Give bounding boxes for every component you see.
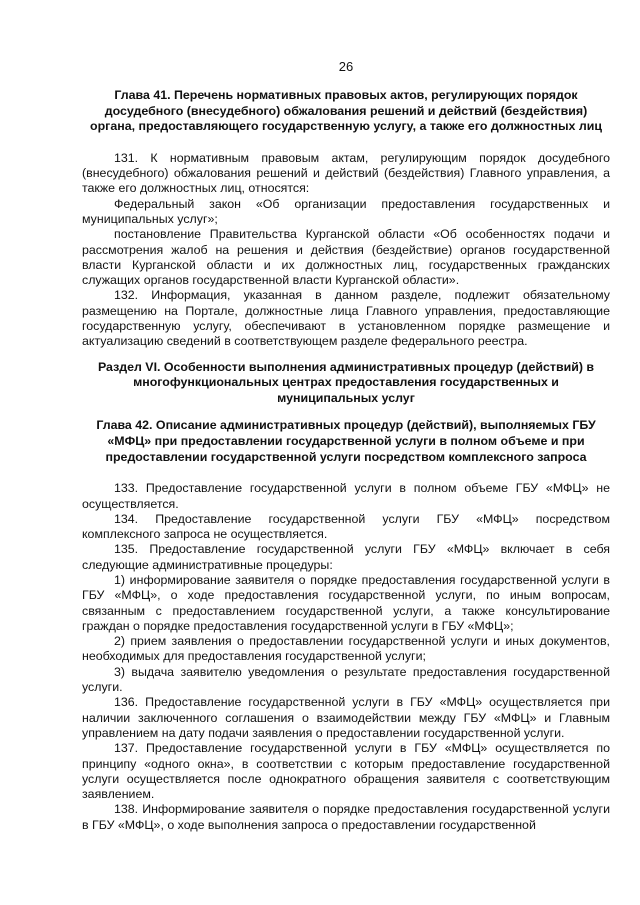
paragraph-134: 134. Предоставление государственной услуги ГБУ «МФЦ» посредством комплексного запроса не осуществляется.	[82, 511, 610, 542]
chapter-42-title: Глава 42. Описание административных процедур (действий), выполняемых ГБУ «МФЦ» при предоставлении государственной услуги в полном объеме и при предоставлении государственной услуги посредством комплексного запроса	[96, 418, 596, 464]
paragraph-132: 132. Информация, указанная в данном разделе, подлежит обязательному размещению на Портале, должностные лица Главного управления, предоставляющие государственную услугу, обеспечивают в установленном порядке размещение и актуализацию сведений в соответствующем разделе федерального реестра.	[82, 288, 610, 349]
page-content	[82, 58, 610, 833]
section-6-title: Раздел VI. Особенности выполнения административных процедур (действий) в многофункциональных центрах предоставления государственных и муниципальных услуг	[97, 359, 595, 405]
paragraph-138: 138. Информирование заявителя о порядке предоставления государственной услуги в ГБУ «МФЦ», о ходе выполнения запроса о предоставлении государственной	[82, 802, 610, 832]
paragraph-136: 136. Предоставление государственной услуги в ГБУ «МФЦ» осуществляется при наличии заключенного соглашения о взаимодействии между ГБУ «МФЦ» и Главным управлением на дату подачи заявления о предоставлении государственной услуги.	[82, 695, 610, 740]
paragraph-135: 135. Предоставление государственной услуги ГБУ «МФЦ» включает в себя следующие административные процедуры:	[82, 542, 610, 572]
list-item-2: 2) прием заявления о предоставлении государственной услуги и иных документов, необходимых для предоставления государственной услуги;	[82, 634, 610, 664]
paragraph-137: 137. Предоставление государственной услуги в ГБУ «МФЦ» осуществляется по принципу «одного окна», в соответствии с которым предоставление государственной услуги осуществляется после однократного обращения заявителя с соответствующим заявлением.	[82, 741, 610, 802]
list-item-1: 1) информирование заявителя о порядке предоставления государственной услуги в ГБУ «МФЦ», о ходе предоставления государственной услуги, по иным вопросам, связанным с предоставлением государственной услуги, а также консультирование граждан о порядке предоставления государственной услуги в ГБУ «МФЦ»;	[82, 572, 610, 633]
list-item-3: 3) выдача заявителю уведомления о результате предоставления государственной услуги.	[82, 664, 610, 695]
paragraph-131: 131. К нормативным правовым актам, регулирующим порядок досудебного (внесудебного) обжалования решений и действий (бездействия) Главного управления, а также его должностных лиц, относятся:	[82, 150, 610, 196]
page-number: 26	[338, 59, 354, 74]
chapter-41-title: Глава 41. Перечень нормативных правовых актов, регулирующих порядок досудебного (внесудебного) обжалования решений и действий (бездействия) органа, предоставляющего государственную услугу, а также его должностных лиц	[90, 88, 602, 134]
paragraph-federal-law: Федеральный закон «Об организации предоставления государственных и муниципальных услуг»;	[82, 196, 610, 226]
paragraph-government-decree: постановление Правительства Курганской области «Об особенностях подачи и рассмотрения жалоб на решения и действия (бездействие) органов государственной власти Курганской области и их должностных лиц, государственных гражданских служащих органов государственной власти Курганской области».	[82, 227, 610, 288]
paragraph-133: 133. Предоставление государственной услуги в полном объеме ГБУ «МФЦ» не осуществляется.	[82, 481, 610, 511]
